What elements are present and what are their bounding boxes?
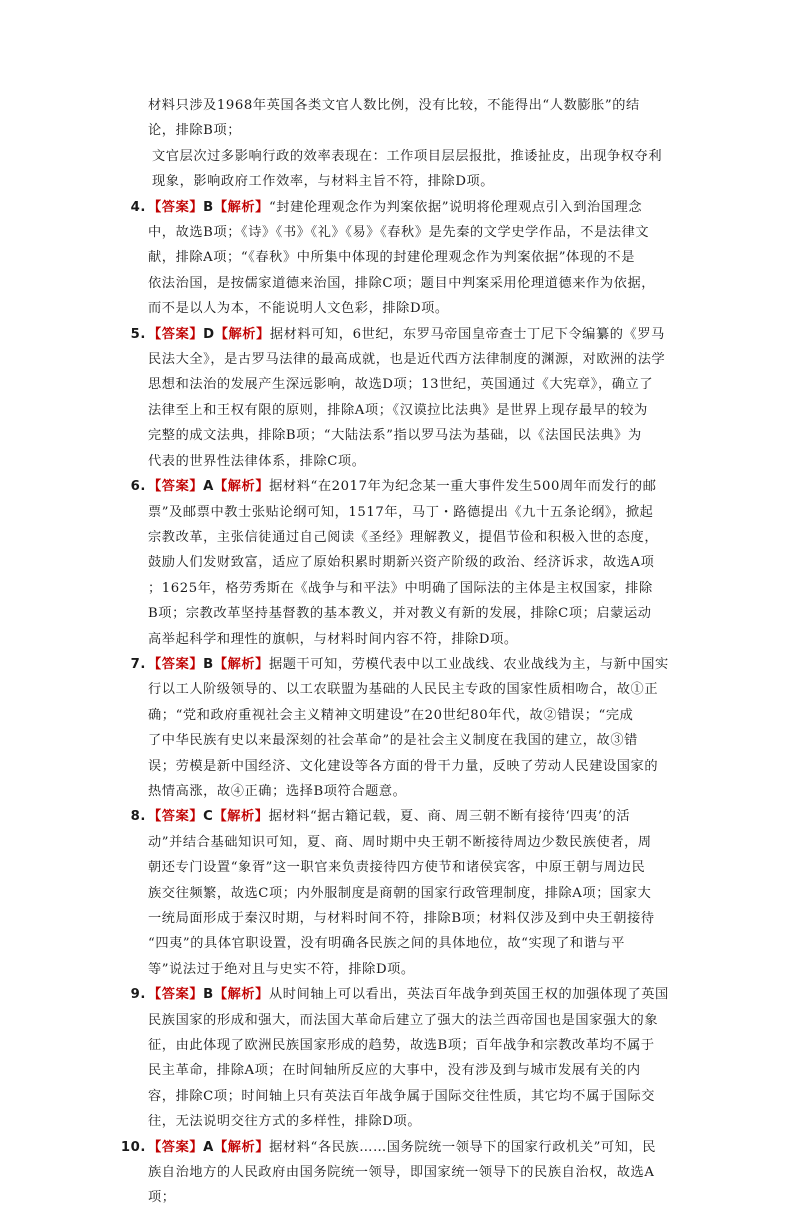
answer-item-8	[120, 804, 680, 982]
text-line: 献，排除A项；“《春秋》中所集中体现的封建伦理观念作为判案依据”体现的不是	[148, 250, 635, 266]
text-line: 代表的世界性法律体系，排除C项。	[148, 453, 366, 469]
analysis-label: 【解析】	[213, 656, 269, 672]
answer-explanations	[120, 93, 680, 1211]
text-line: B项；宗教改革坚持基督教的基本教义，并对教义有新的发展，排除C项；启蒙运动	[148, 606, 652, 622]
analysis-label: 【解析】	[213, 199, 269, 215]
text-line: 民法大全》，是古罗马法律的最高成就，也是近代西方法律制度的渊源，对欧洲的法学	[148, 352, 666, 368]
answer-label: 【答案】	[148, 656, 204, 672]
answer-option: B	[203, 199, 214, 215]
text-line: 误；劳模是新中国经济、文化建设等各方面的骨干力量，反映了劳动人民建设国家的	[148, 758, 659, 774]
answer-item-5	[120, 322, 680, 474]
text-line: 论，排除B项；	[148, 123, 242, 139]
text-line: 据题干可知，劳模代表中以工业战线、农业战线为主，与新中国实	[268, 656, 669, 672]
item-number: 7.	[130, 656, 146, 672]
analysis-label: 【解析】	[214, 326, 270, 342]
item-number: 6.	[130, 479, 146, 495]
text-line: 往，无法说明交往方式的多样性，排除D项。	[148, 1114, 422, 1130]
text-line: 据材料可知，6世纪，东罗马帝国皇帝查士丁尼下令编纂的《罗马	[269, 326, 665, 342]
text-line: 容，排除C项；时间轴上只有英法百年战争属于国际交往性质，其它均不属于国际交	[148, 1088, 656, 1104]
text-line: 完整的成文法典，排除B项；“大陆法系”指以罗马法为基础，以《法国民法典》为	[148, 428, 642, 444]
answer-option: A	[203, 479, 214, 495]
text-line: 热情高涨，故④正确；选择B项符合题意。	[148, 783, 407, 799]
answer-option: C	[203, 809, 214, 825]
item-number: 10.	[120, 1139, 146, 1155]
item-number: 9.	[130, 987, 146, 1003]
answer-label: 【答案】	[148, 199, 204, 215]
answer-item-6	[120, 474, 680, 652]
analysis-label: 【解析】	[213, 1139, 270, 1155]
carry-over-paragraph	[120, 93, 680, 144]
text-line: 了中华民族有史以来最深刻的社会革命”的是社会主义制度在我国的建立，故③错	[148, 733, 638, 749]
text-line: 族自治地方的人民政府由国务院统一领导，即国家统一领导下的民族自治权，故选A	[148, 1165, 655, 1181]
text-line: 思想和法治的发展产生深远影响，故选D项；13世纪，英国通过《大宪章》，确立了	[148, 377, 654, 393]
text-line: 据材料“各民族……国务院统一领导下的国家行政机关”可知，民	[269, 1139, 657, 1155]
text-line: 行以工人阶级领导的、以工农联盟为基础的人民民主专政的国家性质相吻合，故①正	[148, 682, 659, 698]
text-line: 朝还专门设置“象胥”这一职官来负责接待四方使节和诸侯宾客，中原王朝与周边民	[148, 860, 646, 876]
text-line: 从时间轴上可以看出，英法百年战争到英国王权的加强体现了英国	[268, 987, 669, 1003]
text-line: 项；	[148, 1190, 176, 1206]
text-line: “四夷”的具体官职设置，没有明确各民族之间的具体地位，故“实现了和谐与平	[148, 936, 626, 952]
text-line: 中，故选B项；《诗》《书》《礼》《易》《春秋》是先秦的文学史学作品，不是法律文	[148, 225, 650, 241]
text-line: 依法治国，是按儒家道德来治国，排除C项；题目中判案采用伦理道德来作为依据，	[148, 275, 656, 291]
answer-item-10	[120, 1135, 680, 1211]
answer-option: B	[203, 656, 214, 672]
text-line: 一统局面形成于秦汉时期，与材料时间不符，排除B项；材料仅涉及到中央王朝接待	[148, 911, 655, 926]
text-line: 法律至上和王权有限的原则，排除A项；《汉谟拉比法典》是世界上现存最早的较为	[148, 402, 648, 418]
text-line: 据材料“据古籍记载，夏、商、周三朝不断有接待‘四夷’的活	[268, 809, 631, 825]
text-line: 现象，影响政府工作效率，与材料主旨不符，排除D项。	[152, 174, 495, 190]
text-line: 材料只涉及1968年英国各类文官人数比例，没有比较，不能得出“人数膨胀”的结	[148, 98, 640, 113]
text-line: 等”说法过于绝对且与史实不符，排除D项。	[148, 961, 415, 977]
answer-option: D	[203, 326, 215, 342]
answer-label: 【答案】	[148, 1139, 204, 1155]
text-line: 高举起科学和理性的旗帜，与材料时间内容不符，排除D项。	[148, 631, 518, 647]
text-line: “封建伦理观念作为判案依据”说明将伦理观点引入到治国理念	[268, 199, 643, 215]
carry-over-paragraph	[120, 144, 680, 195]
answer-option: A	[203, 1139, 214, 1155]
answer-label: 【答案】	[148, 987, 204, 1003]
text-line: 动”并结合基础知识可知，夏、商、周时期中央王朝不断接待周边少数民族使者，周	[148, 834, 652, 850]
answer-label: 【答案】	[148, 809, 204, 825]
text-line: 票”及邮票中教士张贴论纲可知，1517年，马丁・路德提出《九十五条论纲》，掀起	[148, 504, 654, 520]
text-line: 而不是以人为本，不能说明人文色彩，排除D项。	[148, 301, 449, 317]
text-line: 族交往频繁，故选C项；内外服制度是商朝的国家行政管理制度，排除A项；国家大	[148, 885, 652, 901]
item-number: 8.	[130, 809, 146, 825]
answer-label: 【答案】	[148, 326, 204, 342]
answer-item-9	[120, 982, 680, 1134]
text-line: 民主革命，排除A项；在时间轴所反应的大事中，没有涉及到与城市发展有关的内	[148, 1063, 641, 1079]
text-line: ；1625年，格劳秀斯在《战争与和平法》中明确了国际法的主体是主权国家，排除	[148, 580, 653, 596]
text-line: 确；“党和政府重视社会主义精神文明建设”在20世纪80年代，故②错误；“完成	[148, 707, 634, 723]
text-line: 鼓励人们发财致富，适应了原始积累时期新兴资产阶级的政治、经济诉求，故选A项	[148, 555, 655, 571]
text-line: 文官层次过多影响行政的效率表现在：工作项目层层报批，推诿扯皮，出现争权夺利	[152, 148, 663, 164]
answer-label: 【答案】	[148, 479, 204, 495]
text-line: 征，由此体现了欧洲民族国家形成的趋势，故选B项；百年战争和宗教改革均不属于	[148, 1038, 655, 1054]
answer-item-4	[120, 195, 680, 322]
analysis-label: 【解析】	[213, 809, 269, 825]
analysis-label: 【解析】	[213, 987, 269, 1003]
item-number: 4.	[130, 199, 146, 215]
answer-item-7	[120, 652, 680, 804]
text-line: 宗教改革，主张信徒通过自己阅读《圣经》理解教义，提倡节俭和积极入世的态度，	[148, 529, 659, 545]
text-line: 据材料“在2017年为纪念某一重大事件发生500周年而发行的邮	[269, 479, 657, 495]
answer-option: B	[203, 987, 214, 1003]
text-line: 民族国家的形成和强大，而法国大革命后建立了强大的法兰西帝国也是国家强大的象	[148, 1012, 659, 1028]
analysis-label: 【解析】	[213, 479, 270, 495]
item-number: 5.	[130, 326, 146, 342]
